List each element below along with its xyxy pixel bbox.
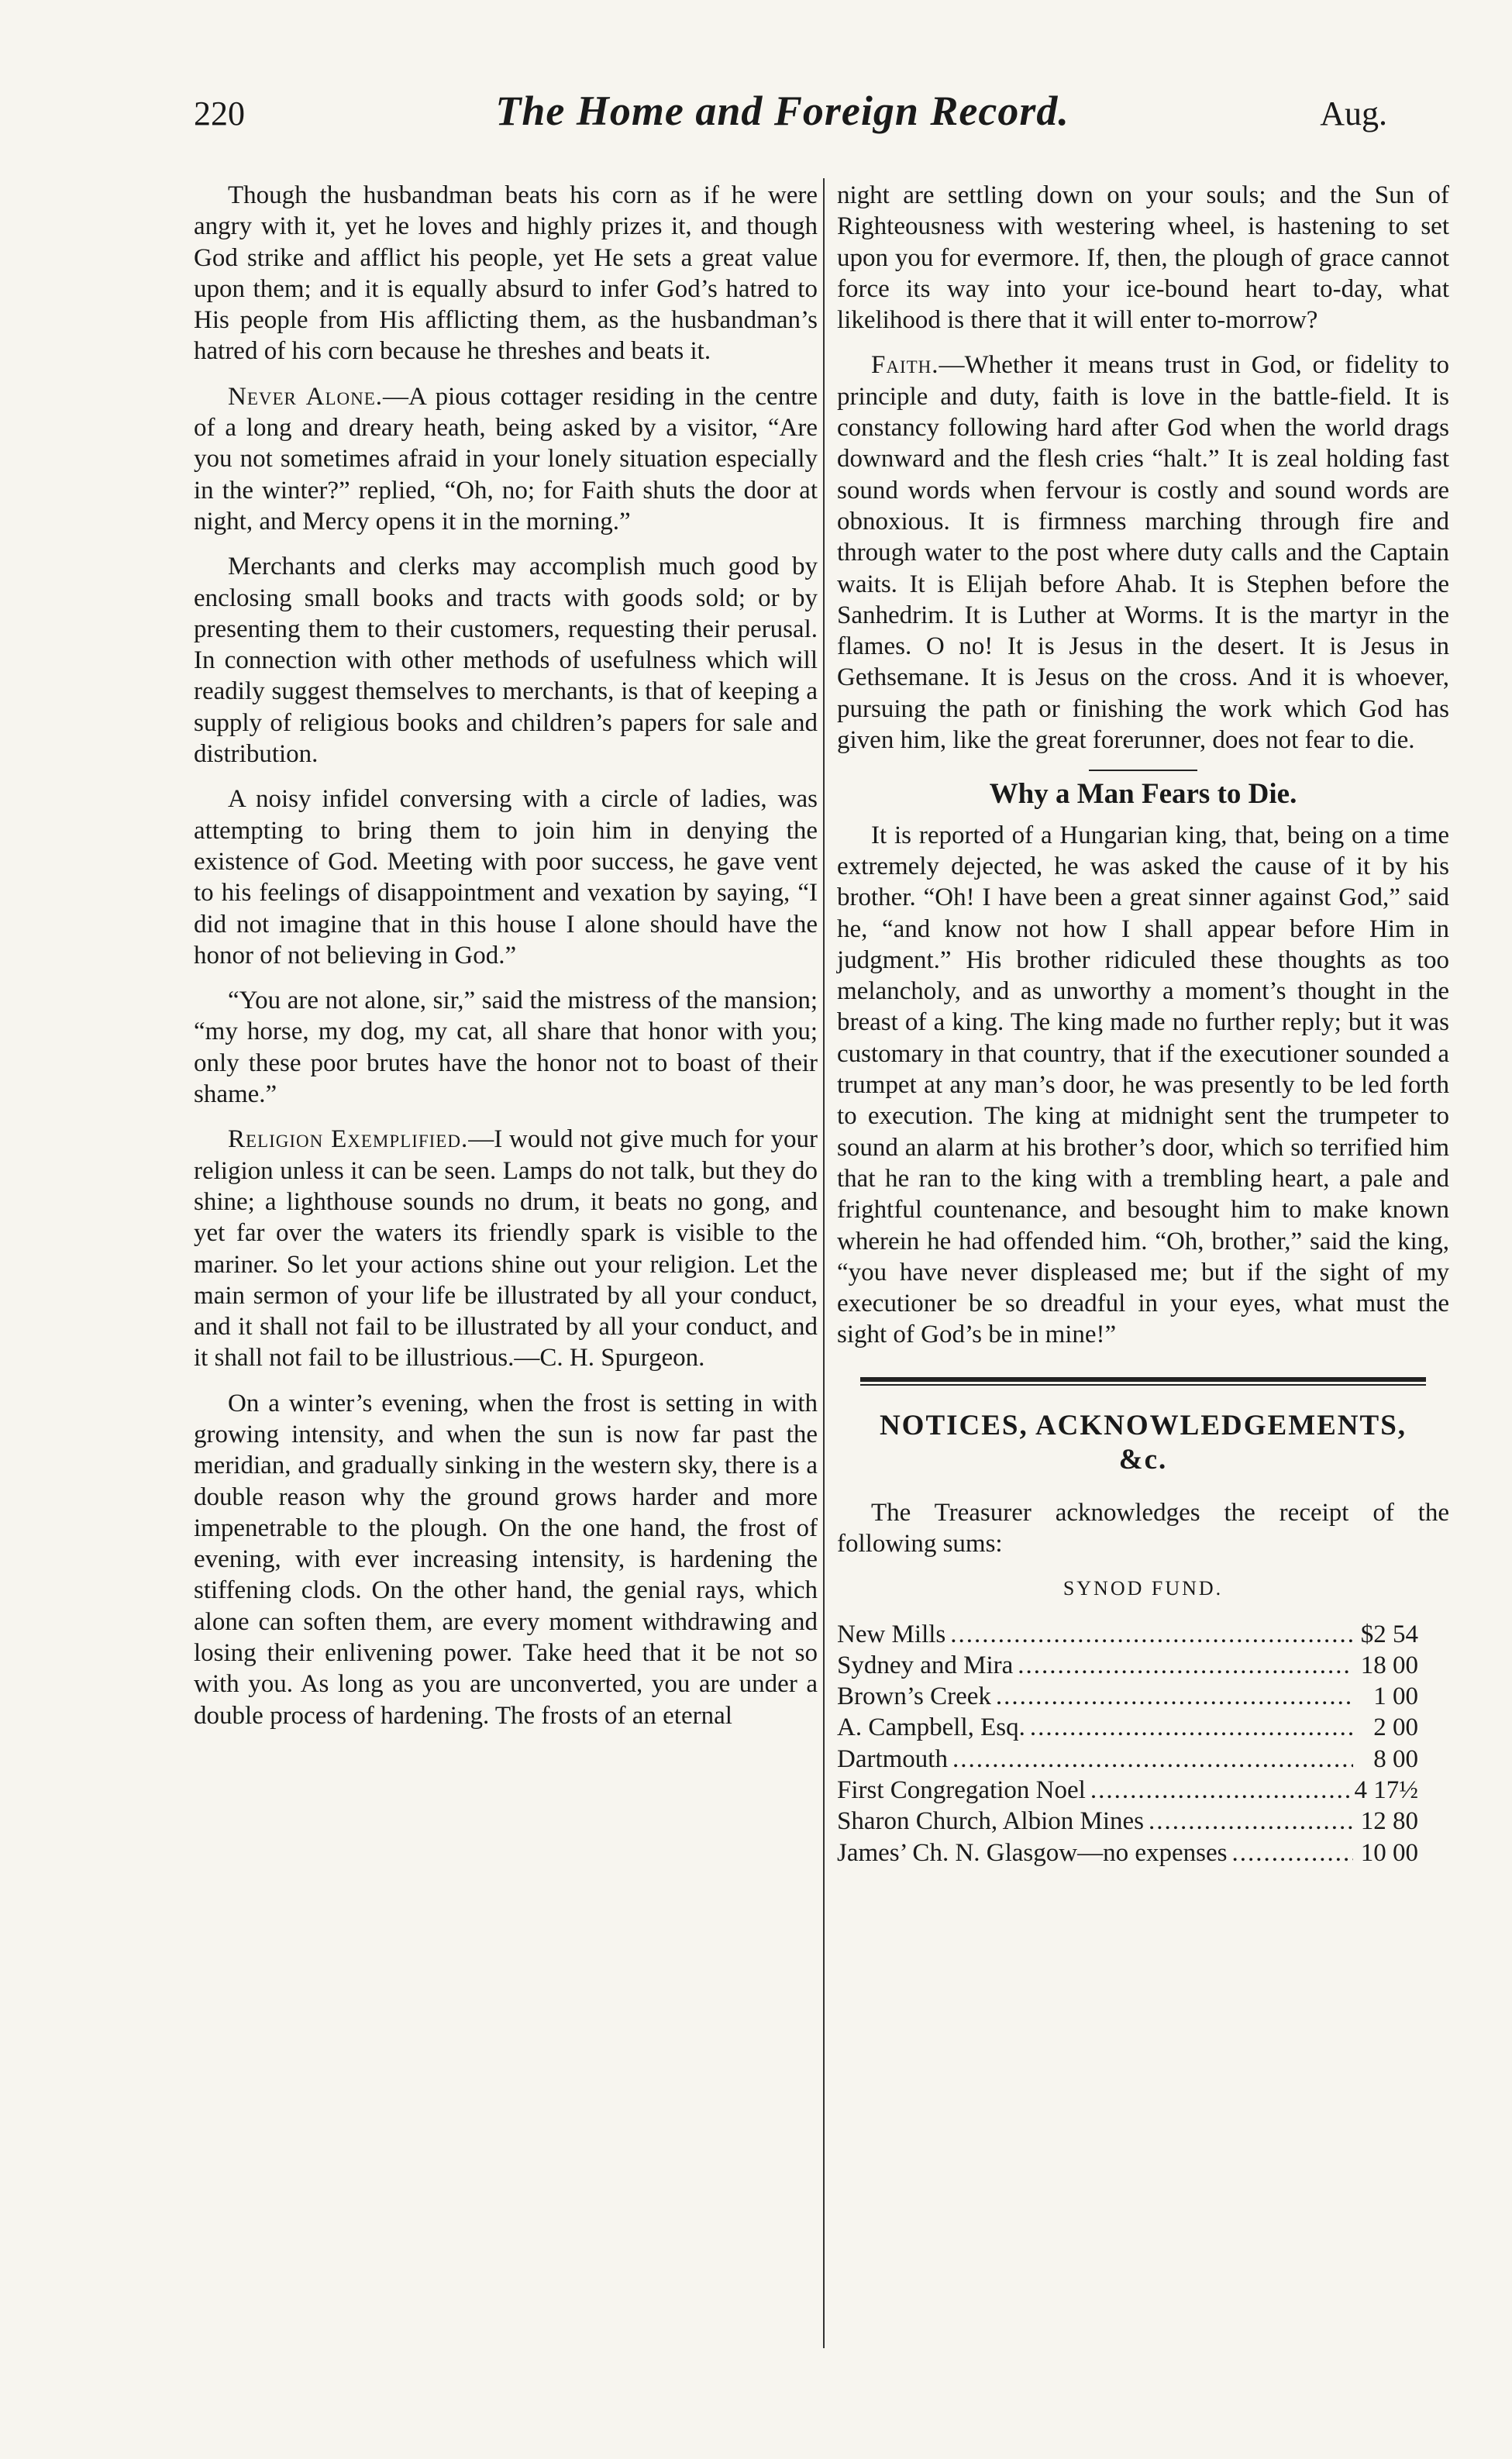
page-header	[194, 87, 1387, 149]
continued-paragraph: night are settling down on your souls; and the Sun of Righteousness with westering wheel, is hastening to set upon you for evermore. If, then, the plough of grace cannot force its way into your ice-bound heart to-day, what likelihood is there that it will enter to-morrow?	[837, 181, 1449, 335]
list-item	[837, 1650, 1449, 1681]
section-title: Why a Man Fears to Die.	[989, 778, 1297, 811]
leader-dots	[1149, 1806, 1353, 1837]
list-item	[837, 1837, 1449, 1868]
acknowledgement-list	[837, 1619, 1449, 1868]
leader-dots	[952, 1744, 1353, 1775]
entry-amount: 18 00	[1360, 1651, 1418, 1679]
never-alone-text: —A pious cottager residing in the centre of a long and dreary heath, being asked by a visitor, “Are you not sometimes afraid in your lonely situation especially in the winter?” replied, “Oh, no; for Faith shuts the door at night, and Mercy opens it in the morning.”	[194, 382, 818, 536]
notices-thin-rule	[860, 1384, 1426, 1386]
leader-dots	[1090, 1775, 1350, 1806]
fund-title: SYNOD FUND.	[1063, 1577, 1224, 1600]
entry-amount: 4 17½	[1354, 1776, 1418, 1805]
leader-dots	[1231, 1837, 1353, 1868]
list-item	[837, 1619, 1449, 1650]
leader-dots	[1030, 1712, 1353, 1743]
notices-title: NOTICES, ACKNOWLEDGEMENTS, &c.	[879, 1409, 1407, 1476]
entry-name: Sydney and Mira	[837, 1651, 1014, 1679]
hungarian-king-paragraph: It is reported of a Hungarian king, that, being on a time extremely dejected, he was asked the cause of it by his brother. “Oh! I have been a great sinner against God,” said he, “and know not how I shall appear before Him in judgment.” His brother ridiculed these thoughts as too melancholy, and as unworthy a moment’s thought in the breast of a king. The king made no further reply; but it was customary in that country, that if the executioner sounded a trumpet at any man’s door, he was presently to be led forth to execution. The king at midnight sent the trumpeter to sound an alarm at his brother’s door, which so terrified him that he ran to the king with a trembling heart, a pale and frightful countenance, and besought him to make known wherein he had offended him. “Oh, brother,” said the king, “you have never displeased me; but if the sight of my executioner be so dreadful in your eyes, what must the sight of God’s be in mine!”	[837, 821, 1449, 1349]
infidel-paragraph: A noisy infidel conversing with a circle of ladies, was attempting to bring them to join him in denying the existence of God. Meeting with poor success, he gave vent to his feelings of disappointment and vexation by saying, “I did not imagine that in this house I alone should have the honor of not believing in God.”	[194, 785, 818, 969]
mistress-reply-paragraph: “You are not alone, sir,” said the mistress of the mansion; “my horse, my dog, my cat, all share that honor with you; only these poor brutes have the honor not to boast of their shame.”	[194, 987, 818, 1109]
entry-amount: 10 00	[1360, 1838, 1418, 1867]
list-item	[837, 1712, 1449, 1743]
leader-dots	[1018, 1650, 1353, 1681]
never-alone-paragraph	[194, 381, 818, 537]
husbandman-paragraph: Though the husbandman beats his corn as if he were angry with it, yet he loves and highly prizes it, and though God strike and afflict his people, yet He sets a great value upon them; and it is equally absurd to infer God’s hatred to His people from His afflicting them, as the husbandman’s hatred of his corn because he threshes and beats it.	[194, 181, 818, 366]
entry-amount: 1 00	[1373, 1682, 1418, 1711]
entry-name: First Congregation Noel	[837, 1776, 1086, 1805]
entry-amount: 2 00	[1373, 1713, 1418, 1742]
page-number: 220	[194, 95, 245, 133]
entry-amount: 8 00	[1373, 1744, 1418, 1773]
right-column	[837, 180, 1449, 1868]
leader-dots	[950, 1619, 1353, 1650]
entry-name: Dartmouth	[837, 1744, 948, 1773]
journal-title: The Home and Foreign Record.	[495, 88, 1069, 134]
list-item	[837, 1775, 1449, 1806]
entry-amount: 12 80	[1360, 1807, 1418, 1836]
faith-heading: Faith.	[871, 351, 939, 380]
left-column	[194, 180, 818, 1745]
list-item	[837, 1744, 1449, 1775]
religion-exemplified-heading: Religion Exemplified.	[228, 1125, 469, 1154]
list-item	[837, 1681, 1449, 1712]
merchants-paragraph: Merchants and clerks may accomplish much good by enclosing small books and tracts with goods sold; or by presenting them to their customers, requesting their perusal. In connection with other methods of usefulness which will readily suggest themselves to merchants, is that of keeping a supply of religious books and children’s papers for sale and distribution.	[194, 553, 818, 769]
religion-exemplified-paragraph	[194, 1124, 818, 1373]
leader-dots	[996, 1681, 1353, 1712]
column-divider	[823, 178, 825, 2348]
entry-amount: $2 54	[1360, 1620, 1418, 1648]
notices-thick-rule	[860, 1377, 1426, 1382]
entry-name: Sharon Church, Albion Mines	[837, 1807, 1144, 1836]
entry-name: New Mills	[837, 1620, 946, 1648]
entry-name: A. Campbell, Esq.	[837, 1713, 1025, 1742]
faith-paragraph	[837, 350, 1449, 756]
section-rule	[1089, 770, 1197, 771]
winter-evening-paragraph: On a winter’s evening, when the frost is setting in with growing intensity, and when the sun is now far past the meridian, and gradually sinking in the western sky, there is a double reason why the ground grows harder and more impenetrable to the plough. On the one hand, the frost of evening, with ever increasing intensity, is hardening the stiffening clods. On the other hand, the genial rays, which alone can soften them, are every moment withdrawing and losing their enlivening power. Take heed that it be not so with you. As long as you are unconverted, you are under a double process of hardening. The frosts of an eternal	[194, 1389, 818, 1730]
entry-name: James’ Ch. N. Glasgow—no expenses	[837, 1838, 1228, 1867]
issue-month: Aug.	[1320, 95, 1387, 133]
list-item	[837, 1806, 1449, 1837]
faith-text: —Whether it means trust in God, or fidelity to principle and duty, faith is love in the battle-field. It is constancy following hard after God when the world drags downward and the flesh cries “halt.” It is zeal holding fast sound words when fervour is costly and sound words are obnoxious. It is firmness marching through fire and through water to the post where duty calls and the Captain waits. It is Elijah before Ahab. It is Stephen before the Sanhedrim. It is Luther at Worms. It is the martyr in the flames. O no! It is Jesus in the desert. It is Jesus in Gethsemane. It is Jesus on the cross. And it is whoever, pursuing the path or finishing the work which God has given him, like the great forerunner, does not fear to die.	[837, 351, 1449, 755]
entry-name: Brown’s Creek	[837, 1682, 991, 1711]
religion-exemplified-text: —I would not give much for your religion unless it can be seen. Lamps do not talk, but they do shine; a lighthouse sounds no drum, it beats no gong, and yet far over the waters its friendly spark is visible to the mariner. So let your actions shine out your religion. Let the main sermon of your life be illustrated by all your conduct, and it shall not fail to be illustrated by all your conduct, and it shall not fail to be illustrious.—C. H. Spurgeon.	[194, 1125, 818, 1372]
notices-intro: The Treasurer acknowledges the receipt of the following sums:	[837, 1498, 1449, 1558]
never-alone-heading: Never Alone.	[228, 382, 384, 411]
